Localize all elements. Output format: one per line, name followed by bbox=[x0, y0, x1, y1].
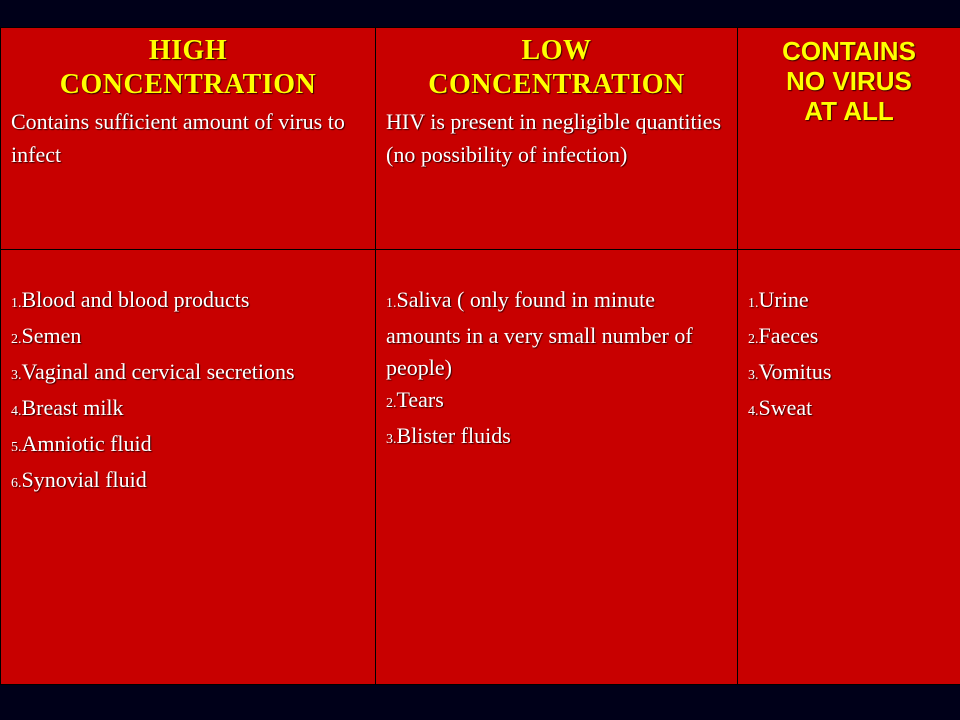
list-item: 3.Blister fluids bbox=[386, 423, 511, 448]
no-virus-header-cell bbox=[738, 28, 960, 250]
low-concentration-list bbox=[376, 250, 737, 456]
no-virus-title-line1: CONTAINS bbox=[782, 36, 916, 66]
high-concentration-list-cell bbox=[1, 250, 376, 685]
list-item: 3.Vaginal and cervical secretions bbox=[11, 359, 295, 384]
low-concentration-list-cell bbox=[376, 250, 738, 685]
list-item: 1.Saliva ( only found in minute amounts in a very small number of people) bbox=[386, 287, 693, 380]
no-virus-list-cell bbox=[738, 250, 960, 685]
low-concentration-header-cell bbox=[376, 28, 738, 250]
no-virus-title bbox=[738, 36, 960, 126]
high-concentration-title bbox=[1, 34, 375, 102]
high-title-line1: HIGH bbox=[148, 35, 228, 66]
low-title-line1: LOW bbox=[521, 35, 592, 66]
list-item: 3.Vomitus bbox=[748, 359, 832, 384]
list-item: 1.Urine bbox=[748, 287, 809, 312]
no-virus-title-line2: NO VIRUS bbox=[786, 66, 912, 96]
table-header-row bbox=[1, 28, 960, 250]
list-item: 4.Sweat bbox=[748, 395, 813, 420]
list-item: 2.Semen bbox=[11, 323, 82, 348]
low-concentration-title bbox=[376, 34, 737, 102]
low-title-line2: CONCENTRATION bbox=[428, 69, 685, 100]
high-title-line2: CONCENTRATION bbox=[59, 69, 317, 100]
list-item: 1.Blood and blood products bbox=[11, 287, 250, 312]
list-item: 2.Faeces bbox=[748, 323, 819, 348]
list-item: 6.Synovial fluid bbox=[11, 467, 147, 492]
list-item: 4.Breast milk bbox=[11, 395, 124, 420]
high-concentration-header-cell bbox=[1, 28, 376, 250]
no-virus-title-line3: AT ALL bbox=[804, 96, 894, 126]
list-item: 5.Amniotic fluid bbox=[11, 431, 152, 456]
list-item: 2.Tears bbox=[386, 387, 444, 412]
concentration-table bbox=[0, 27, 960, 685]
high-concentration-description: Contains sufficient amount of virus to infect bbox=[11, 109, 345, 167]
table-body-row bbox=[1, 250, 960, 685]
low-concentration-description: HIV is present in negligible quantities (no possibility of infection) bbox=[386, 109, 722, 167]
high-concentration-list bbox=[1, 250, 375, 500]
no-virus-list bbox=[738, 250, 960, 428]
